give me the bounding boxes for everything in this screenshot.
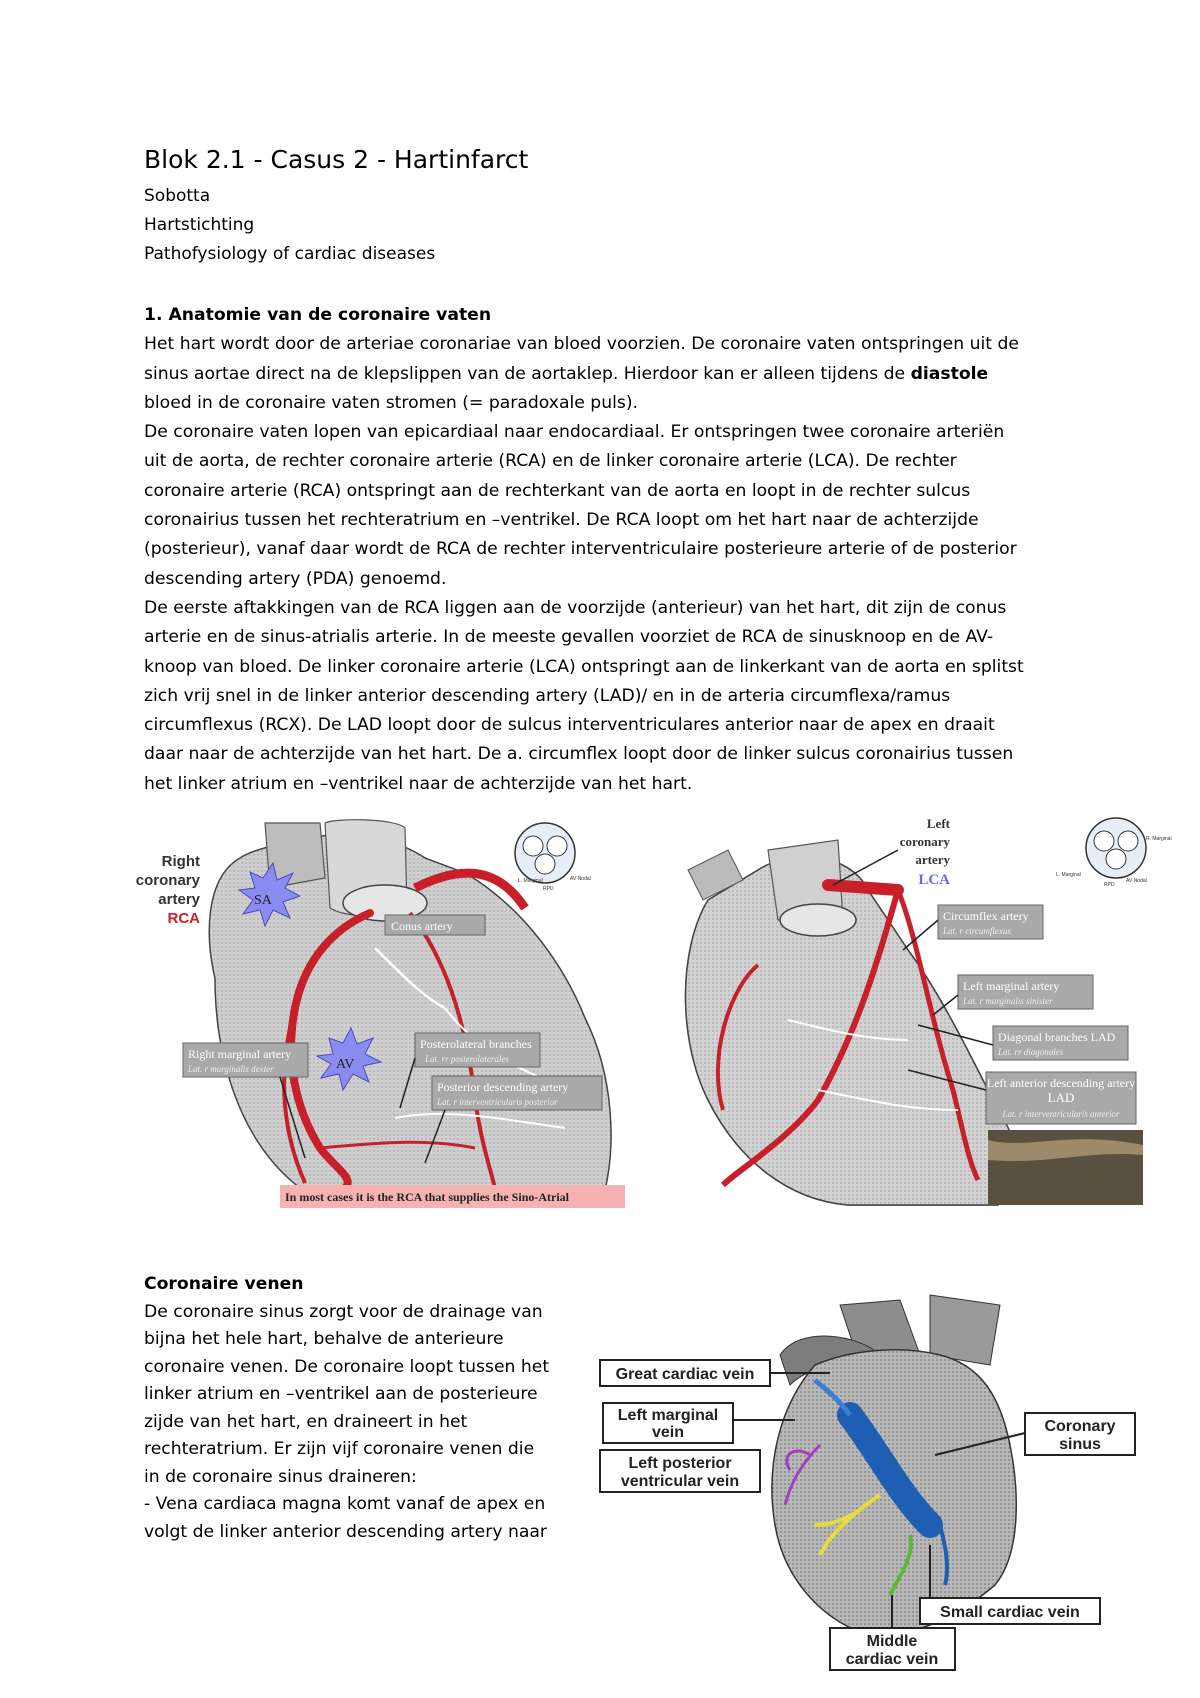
lad-label: Left anterior descending artery (986, 1076, 1136, 1090)
section-heading: Coronaire venen (144, 1274, 304, 1294)
valve-inset-diagram (515, 823, 591, 892)
left-marginal-vein-label-line2: vein (651, 1424, 685, 1441)
paragraph-line: bloed in de coronaire vaten stromen (= paradoxale puls). (144, 392, 638, 413)
paragraph-line: zich vrij snel in de linker anterior descending artery (LAD)/ en in de arteria circumflexa/ramus (144, 685, 951, 706)
bold-term: diastole (910, 363, 989, 384)
right-coronary-figure (135, 818, 630, 1208)
posterolateral-label: Posterolateral branches (420, 1037, 532, 1051)
diagonal-label: Diagonal branches LAD (998, 1030, 1116, 1044)
paragraph-line: zijde van het hart, en draineert in het (144, 1411, 468, 1432)
paragraph-line: De coronaire sinus zorgt voor de drainage van (144, 1301, 543, 1322)
paragraph-line: coronaire venen. De coronaire loopt tussen het (144, 1356, 550, 1377)
inset-label: RPD (543, 886, 554, 892)
sa-node-label: SA (254, 893, 272, 908)
paragraph-text: sinus aortae direct na de klepslippen van de aortaklep. Hierdoor kan er alleen tijdens de (144, 363, 911, 384)
lca-artery (828, 885, 898, 890)
section-venen (144, 1271, 549, 1546)
figure-title-line: Left (926, 816, 950, 831)
figure-abbr: RCA (167, 910, 200, 927)
inset-label: R. Marginal (1146, 836, 1172, 842)
paragraph-line: bijna het hele hart, behalve de anterieure (144, 1329, 504, 1349)
figure-title-line: artery (158, 891, 200, 908)
paragraph-line: De eerste aftakkingen van de RCA liggen aan de voorzijde (anterieur) van het hart, dit zijn de conus (144, 597, 1007, 618)
paragraph-line: uit de aorta, de rechter coronaire arterie (RCA) en de linker coronaire arterie (LCA). De rechter (144, 451, 957, 472)
paragraph-line: het linker atrium en –ventrikel naar de achterzijde van het hart. (144, 773, 693, 794)
lad-latin: Lat. r interventricularis anterior (1002, 1109, 1120, 1119)
figure-title-line: coronary (135, 872, 200, 889)
circumflex-label: Circumflex artery (943, 909, 1029, 923)
paragraph-line: volgt de linker anterior descending artery naar (144, 1521, 547, 1542)
coronary-veins-figure (600, 1295, 1140, 1690)
coronary-sinus-label: Coronary (1044, 1418, 1116, 1435)
middle-cardiac-vein-label-line2: cardiac vein (845, 1651, 939, 1668)
paragraph-line: coronairius tussen het rechteratrium en –ventrikel. De RCA loopt om het hart naar de achterzijde (144, 510, 979, 531)
figure-title-line: coronary (899, 834, 950, 849)
section-anatomy (144, 301, 1074, 799)
lad-abbr: LAD (1047, 1090, 1075, 1105)
left-marginal-latin: Lat. r marginalis sinister (963, 996, 1053, 1006)
paragraph-line: De coronaire vaten lopen van epicardiaal naar endocardiaal. Er ontspringen twee coronaire arteriën (144, 422, 1005, 443)
great-cardiac-vein-label: Great cardiac vein (615, 1366, 755, 1383)
left-posterior-vein-label-line2: ventricular vein (620, 1473, 740, 1490)
sources-list (144, 182, 435, 269)
coronary-sinus-label-line2: sinus (1059, 1436, 1101, 1453)
source-item: Sobotta (144, 186, 211, 206)
section-heading: 1. Anatomie van de coronaire vaten (144, 305, 492, 325)
inset-label: L. Marginal (1056, 872, 1081, 878)
left-marginal-vein-label: Left marginal (617, 1407, 719, 1424)
left-coronary-figure (668, 810, 1170, 1205)
posterolateral-latin: Lat. rr posterolaterales (425, 1054, 509, 1064)
paragraph-line: circumflexus (RCX). De LAD loopt door de sulcus interventriculares anterior naar de apex en draait (144, 715, 995, 736)
conus-artery-label: Conus artery (391, 919, 453, 933)
right-marginal-latin: Lat. r marginalis dexter (188, 1064, 274, 1074)
figure-title-line: Right (161, 853, 200, 870)
inset-label: RPD (1104, 882, 1115, 888)
small-cardiac-vein-label: Small cardiac vein (940, 1604, 1080, 1621)
posterior-descending-label: Posterior descending artery (437, 1080, 569, 1094)
paragraph-line: - Vena cardiaca magna komt vanaf de apex en (144, 1494, 546, 1514)
paragraph-line (144, 360, 1074, 389)
paragraph-line: arterie en de sinus-atrialis arterie. In de meeste gevallen voorziet de RCA de sinusknoop en de AV- (144, 627, 994, 648)
paragraph-line: (posterieur), vanaf daar wordt de RCA de rechter interventriculaire posterieure arterie of de posterior (144, 539, 1017, 560)
left-marginal-label: Left marginal artery (963, 979, 1060, 993)
paragraph-line: daar naar de achterzijde van het hart. De a. circumflex loopt door de linker sulcus coronairius tussen (144, 744, 1014, 765)
paragraph-line: descending artery (PDA) genoemd. (144, 568, 447, 589)
figure-abbr: LCA (918, 872, 950, 888)
posterior-descending-latin: Lat. r interventricularis posterior (437, 1097, 558, 1107)
circumflex-latin: Lat. r circumflexus (943, 926, 1011, 936)
banner-text: In most cases it is the RCA that supplies the Sino-Atrial (285, 1190, 570, 1204)
middle-cardiac-vein-label: Middle (866, 1633, 918, 1650)
page-title: Blok 2.1 - Casus 2 - Hartinfarct (144, 145, 529, 174)
right-marginal-label: Right marginal artery (188, 1047, 292, 1061)
paragraph-line: Het hart wordt door de arteriae coronariae van bloed voorzien. De coronaire vaten ontspringen uit de (144, 334, 1019, 355)
paragraph-line: knoop van bloed. De linker coronaire arterie (LCA) ontspringt aan de linkerkant van de aorta en splitst (144, 656, 1024, 677)
av-node-label: AV (336, 1057, 355, 1072)
paragraph-line: in de coronaire sinus draineren: (144, 1466, 417, 1487)
paragraph-line: linker atrium en –ventrikel aan de posterieure (144, 1384, 538, 1404)
valve-inset-diagram (1056, 818, 1172, 888)
left-posterior-vein-label: Left posterior (628, 1455, 732, 1472)
source-item: Pathofysiology of cardiac diseases (144, 244, 436, 264)
inset-label: L. Marginal (518, 878, 543, 884)
source-item: Hartstichting (144, 215, 255, 235)
paragraph-line: coronaire arterie (RCA) ontspringt aan de rechterkant van de aorta en loopt in de rechter sulcus (144, 480, 971, 501)
diagonal-latin: Lat. rr diagonales (998, 1047, 1064, 1057)
figure-title-line: artery (915, 852, 950, 867)
inset-label: AV Nodal (1126, 878, 1147, 884)
inset-label: AV Nodal (570, 876, 591, 882)
paragraph-line: rechteratrium. Er zijn vijf coronaire venen die (144, 1439, 535, 1459)
